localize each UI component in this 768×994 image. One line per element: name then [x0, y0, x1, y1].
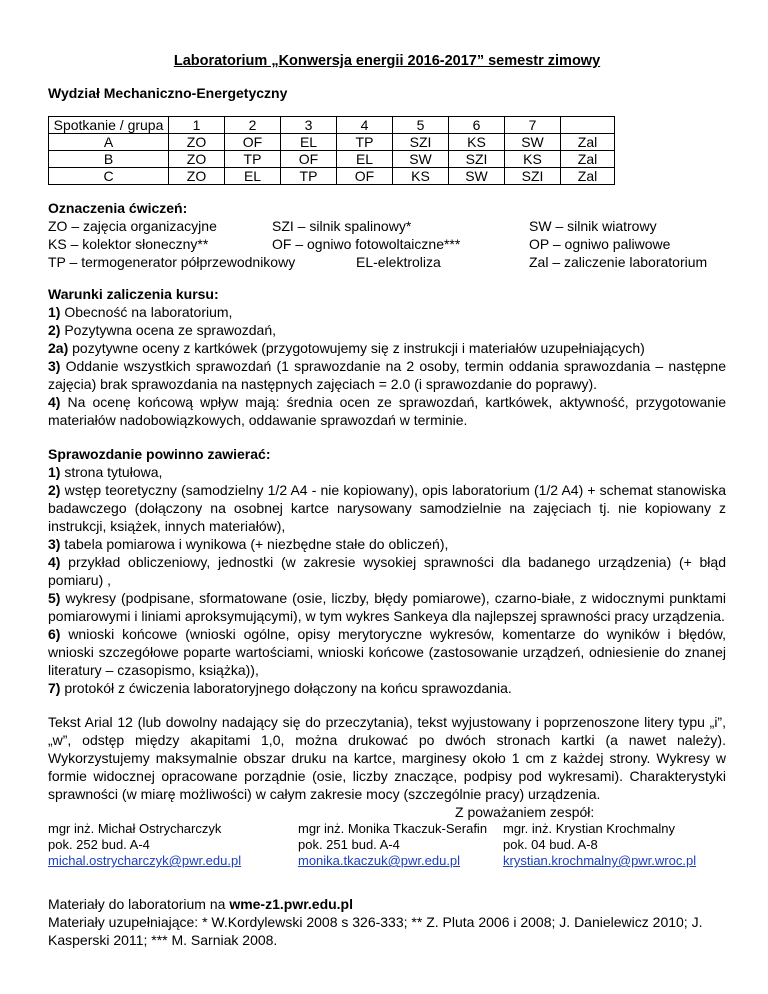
item-number: 4) — [48, 394, 61, 410]
table-row — [49, 117, 615, 134]
table-cell: EL — [281, 134, 337, 151]
codes-legend — [48, 217, 726, 271]
table-cell: 1 — [169, 117, 225, 134]
faculty-name: Wydział Mechaniczno-Energetyczny — [48, 85, 288, 101]
materials-extra: Materiały uzupełniające: * W.Kordylewski 2008 s 326-333; ** Z. Pluta 2006 i 2008; J. Danielewicz 2010; J. Kasperski 2011; *** M. Sarniak 2008. — [48, 914, 703, 948]
report-list — [48, 463, 726, 697]
list-item — [48, 679, 726, 697]
table-cell: Zal — [561, 134, 615, 151]
item-number: 1) — [48, 464, 61, 480]
item-text: strona tytułowa, — [60, 464, 163, 480]
table-cell: EL — [225, 168, 281, 185]
table-cell: ZO — [169, 134, 225, 151]
staff-name: mgr inż. Michał Ostrycharczyk — [48, 821, 222, 836]
document-page — [48, 52, 726, 949]
table-cell: OF — [225, 134, 281, 151]
staff-room: pok. 252 bud. A-4 — [48, 837, 150, 852]
item-number: 2) — [48, 482, 61, 498]
table-cell: OF — [281, 151, 337, 168]
item-text: przykład obliczeniowy, jednostki (w zakresie wysokiej sprawności dla badanego urządzenia) (+ błąd pomiaru) , — [48, 554, 726, 588]
item-text: wnioski końcowe (wnioski ogólne, opisy merytoryczne wykresów, komentarze do wyników i błędów, wnioski szczegółowe poparte wartościami, wnioski końcowe (zastosowanie urządzeń, odniesienie do znanej literatury – czasopismo, książka)), — [48, 626, 726, 678]
staff-signatures — [48, 821, 726, 881]
code-ks: KS – kolektor słoneczny** — [48, 236, 209, 252]
table-cell: 5 — [393, 117, 449, 134]
table-cell: KS — [449, 134, 505, 151]
regards-line: Z poważaniem zespół: — [455, 804, 595, 820]
table-cell: 3 — [281, 117, 337, 134]
schedule-table — [48, 116, 615, 185]
item-number: 6) — [48, 626, 61, 642]
list-item — [48, 589, 726, 625]
staff-contact — [298, 821, 487, 869]
code-sw: SW – silnik wiatrowy — [529, 218, 657, 234]
item-text: pozytywne oceny z kartkówek (przygotowujemy się z instrukcji i materiałów uzupełniających) — [68, 340, 645, 356]
code-szi: SZI – silnik spalinowy* — [272, 218, 412, 234]
table-cell: TP — [225, 151, 281, 168]
table-cell: Spotkanie / grupa — [49, 117, 169, 134]
code-tp: TP – termogenerator półprzewodnikowy — [48, 254, 296, 270]
table-cell: 7 — [505, 117, 561, 134]
item-text: protokół z ćwiczenia laboratoryjnego dołączony na końcu sprawozdania. — [60, 680, 512, 696]
table-cell: KS — [393, 168, 449, 185]
table-cell: 6 — [449, 117, 505, 134]
table-cell: KS — [505, 151, 561, 168]
item-text: wykresy (podpisane, sformatowane (osie, liczby, błędy pomiarowe), czarno-białe, z widocznymi punktami pomiarowymi i liniami aproksymującymi), w tym wykres Sankeya dla najlepszej sprawności pracy urządzenia. — [48, 590, 726, 624]
staff-room: pok. 251 bud. A-4 — [298, 837, 400, 852]
list-item — [48, 321, 726, 339]
item-number: 2) — [48, 322, 61, 338]
list-item — [48, 393, 726, 429]
list-item — [48, 303, 726, 321]
list-item — [48, 553, 726, 589]
table-cell: SW — [393, 151, 449, 168]
report-heading: Sprawozdanie powinno zawierać: — [48, 446, 271, 462]
item-number: 4) — [48, 554, 61, 570]
conditions-heading: Warunki zaliczenia kursu: — [48, 286, 219, 302]
item-number: 2a) — [48, 340, 69, 356]
table-cell: SZI — [449, 151, 505, 168]
table-row — [49, 151, 615, 168]
materials-prefix: Materiały do laboratorium na — [48, 896, 230, 912]
list-item — [48, 535, 726, 553]
formatting-paragraph: Tekst Arial 12 (lub dowolny nadający się do przeczytania), tekst wyjustowany i poprzenoszone litery typu „i”, „w”, odstęp między akapitami 1,0, można drukować po dwóch stronach kartki (a nawet należy). Wykorzystujemy maksymalnie obszar druku na kartce, marginesy około 1 cm z każdej strony. Wykresy w formie widocznej opracowane porządnie (osie, liczby znaczące, podpisy pod wykresami). Charakterystyki sprawności (w miarę możliwości) w całym zakresie mocy (szczególnie pracy) urządzenia. — [48, 714, 726, 802]
list-item — [48, 625, 726, 679]
staff-name: mgr. inż. Krystian Krochmalny — [503, 821, 675, 836]
item-number: 5) — [48, 590, 61, 606]
staff-room: pok. 04 bud. A-8 — [503, 837, 598, 852]
table-cell: 2 — [225, 117, 281, 134]
table-cell: SZI — [393, 134, 449, 151]
table-cell: SZI — [505, 168, 561, 185]
staff-contact — [48, 821, 241, 869]
table-cell: OF — [337, 168, 393, 185]
table-cell: ZO — [169, 168, 225, 185]
table-cell: SW — [449, 168, 505, 185]
table-cell: ZO — [169, 151, 225, 168]
list-item — [48, 463, 726, 481]
table-row — [49, 168, 615, 185]
code-op: OP – ogniwo paliwowe — [529, 236, 671, 252]
materials-line — [48, 895, 726, 913]
staff-contact — [503, 821, 696, 869]
item-text: wstęp teoretyczny (samodzielny 1/2 A4 - nie kopiowany), opis laboratorium (1/2 A4) + schemat stanowiska badawczego (dołączony na osobnej kartce narysowany samodzielnie na zajęciach tj. nie kopiowany z instrukcji, książek, innych materiałów), — [48, 482, 726, 534]
list-item — [48, 339, 726, 357]
item-text: Na ocenę końcową wpływ mają: średnia ocen ze sprawozdań, kartkówek, aktywność, przygotowanie materiałów nadobowiązkowych, oddawanie sprawozdań w terminie. — [48, 394, 726, 428]
table-cell — [561, 117, 615, 134]
item-number: 7) — [48, 680, 61, 696]
staff-name: mgr inż. Monika Tkaczuk-Serafin — [298, 821, 488, 836]
table-cell: A — [49, 134, 169, 151]
code-of: OF – ogniwo fotowoltaiczne*** — [272, 236, 461, 252]
table-cell: SW — [505, 134, 561, 151]
item-text: Obecność na laboratorium, — [60, 304, 233, 320]
table-cell: C — [49, 168, 169, 185]
item-number: 1) — [48, 304, 61, 320]
table-cell: B — [49, 151, 169, 168]
staff-email-link[interactable]: krystian.krochmalny@pwr.wroc.pl — [503, 853, 697, 868]
item-text: Pozytywna ocena ze sprawozdań, — [60, 322, 277, 338]
table-row — [49, 134, 615, 151]
item-text: tabela pomiarowa i wynikowa (+ niezbędne stałe do obliczeń), — [60, 536, 449, 552]
code-el: EL-elektroliza — [356, 254, 441, 270]
document-title: Laboratorium „Konwersja energii 2016-2017” semestr zimowy — [173, 53, 601, 69]
table-cell: Zal — [561, 151, 615, 168]
item-text: Oddanie wszystkich sprawozdań (1 sprawozdanie na 2 osoby, termin oddania sprawozdania – następne zajęcia) brak sprawozdania na następnych zajęciach = 2.0 (i sprawozdanie do poprawy). — [48, 358, 726, 392]
table-cell: 4 — [337, 117, 393, 134]
code-zal: Zal – zaliczenie laboratorium — [529, 254, 708, 270]
list-item — [48, 481, 726, 535]
codes-heading: Oznaczenia ćwiczeń: — [48, 200, 188, 216]
conditions-list — [48, 303, 726, 429]
item-number: 3) — [48, 358, 61, 374]
code-zo: ZO – zajęcia organizacyjne — [48, 218, 217, 234]
staff-email-link[interactable]: michal.ostrycharczyk@pwr.edu.pl — [48, 853, 242, 868]
staff-email-link[interactable]: monika.tkaczuk@pwr.edu.pl — [298, 853, 461, 868]
list-item — [48, 357, 726, 393]
materials-site: wme-z1.pwr.edu.pl — [229, 896, 354, 912]
table-cell: EL — [337, 151, 393, 168]
table-cell: Zal — [561, 168, 615, 185]
table-cell: TP — [337, 134, 393, 151]
item-number: 3) — [48, 536, 61, 552]
table-cell: TP — [281, 168, 337, 185]
